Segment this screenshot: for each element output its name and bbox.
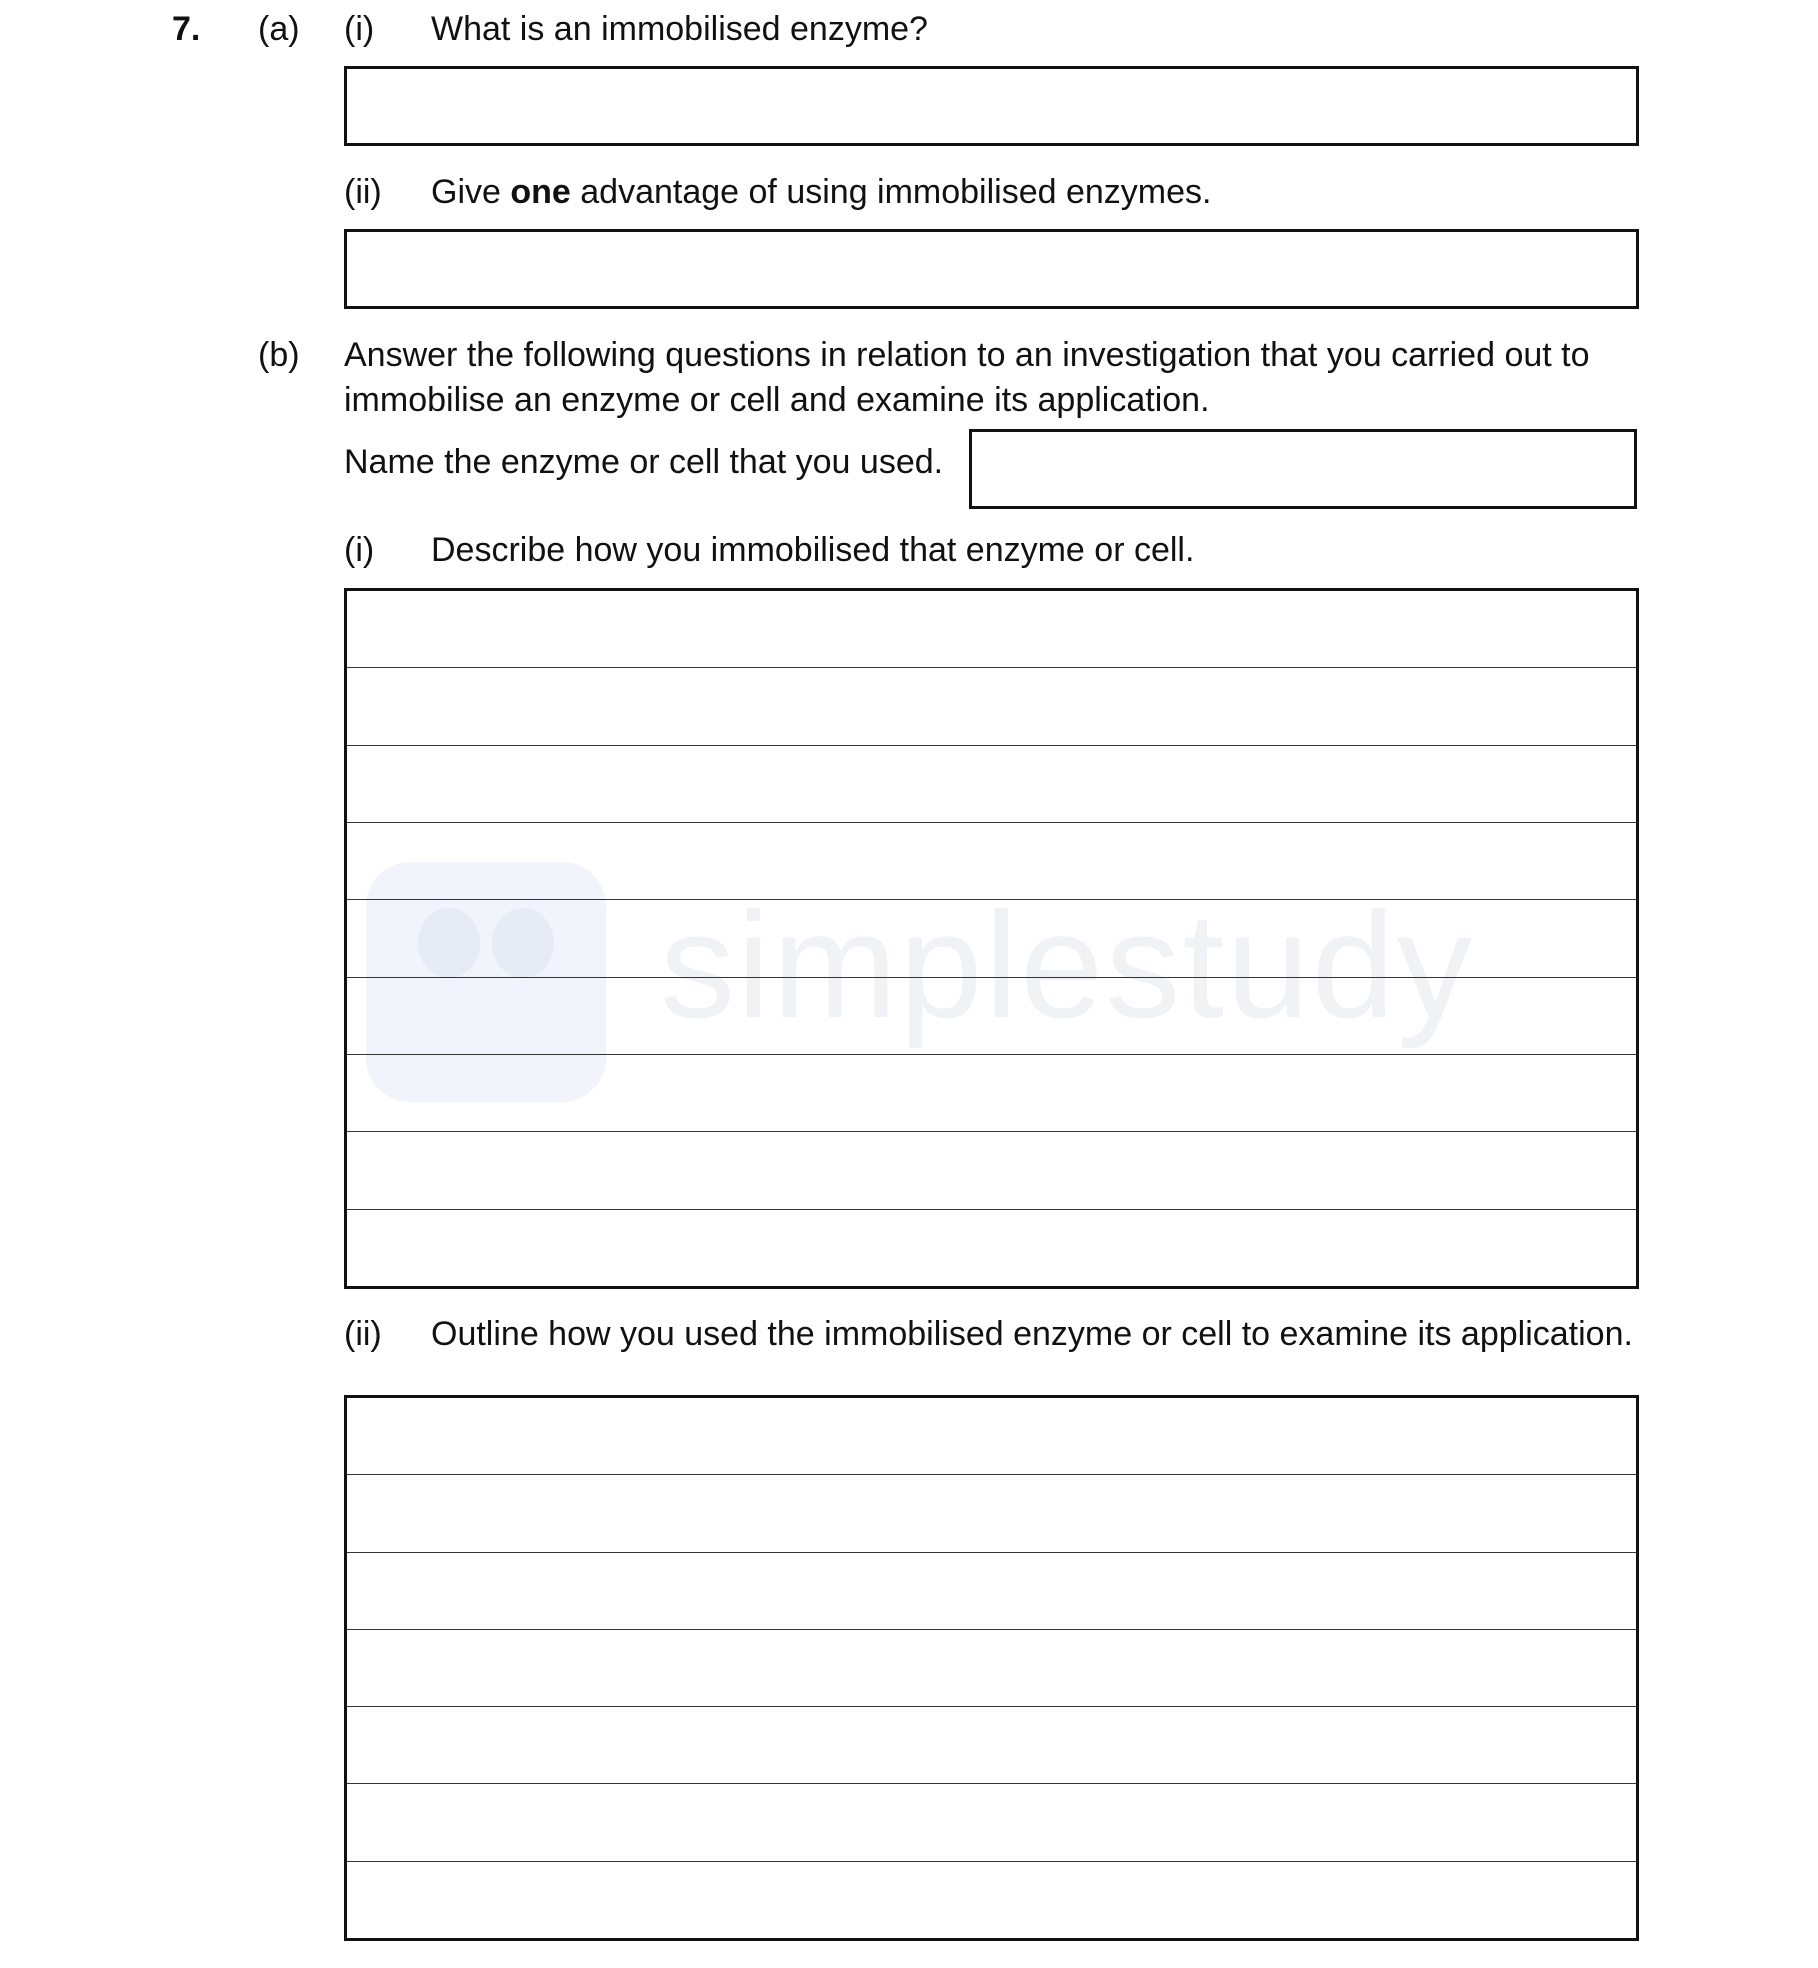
answer-line (347, 1862, 1636, 1938)
part-a-i-label: (i) (344, 10, 375, 48)
answer-line (347, 1707, 1636, 1784)
part-b-intro-line2: immobilise an enzyme or cell and examine its application. (344, 381, 1210, 419)
part-b-intro-line1: Answer the following questions in relation to an investigation that you carried out to (344, 336, 1590, 374)
part-a-ii-text-before: Give (431, 173, 511, 211)
part-a-ii-question (431, 175, 1211, 209)
answer-line (347, 978, 1636, 1055)
answer-line (347, 591, 1636, 668)
answer-line (347, 1630, 1636, 1707)
part-b-i-label: (i) (344, 531, 375, 569)
answer-line (347, 900, 1636, 977)
answer-line (347, 746, 1636, 823)
answer-box-a-i[interactable] (344, 66, 1639, 146)
enzyme-name-input[interactable] (969, 429, 1637, 509)
answer-area-b-ii[interactable] (344, 1395, 1639, 1941)
part-b-i-question: Describe how you immobilised that enzyme or cell. (431, 531, 1195, 569)
answer-box-a-ii[interactable] (344, 229, 1639, 309)
answer-line (347, 1398, 1636, 1475)
name-enzyme-prompt: Name the enzyme or cell that you used. (344, 443, 944, 481)
part-a-ii-label: (ii) (344, 173, 382, 211)
watermark-text: simplestudy (660, 881, 1474, 1049)
answer-line (347, 823, 1636, 900)
part-a-label: (a) (258, 10, 300, 48)
part-a-i-question: What is an immobilised enzyme? (431, 10, 928, 48)
answer-line (347, 668, 1636, 745)
question-number: 7. (172, 10, 201, 48)
answer-line (347, 1132, 1636, 1209)
answer-line (347, 1553, 1636, 1630)
part-b-ii-label: (ii) (344, 1315, 382, 1353)
part-a-ii-text-bold: one (510, 173, 571, 211)
part-b-ii-question: Outline how you used the immobilised enzyme or cell to examine its application. (431, 1315, 1633, 1353)
answer-line (347, 1210, 1636, 1286)
answer-line (347, 1055, 1636, 1132)
answer-area-b-i[interactable] (344, 588, 1639, 1289)
part-a-ii-text-after: advantage of using immobilised enzymes. (570, 173, 1212, 211)
answer-line (347, 1475, 1636, 1552)
answer-line (347, 1784, 1636, 1861)
part-b-label: (b) (258, 336, 300, 374)
